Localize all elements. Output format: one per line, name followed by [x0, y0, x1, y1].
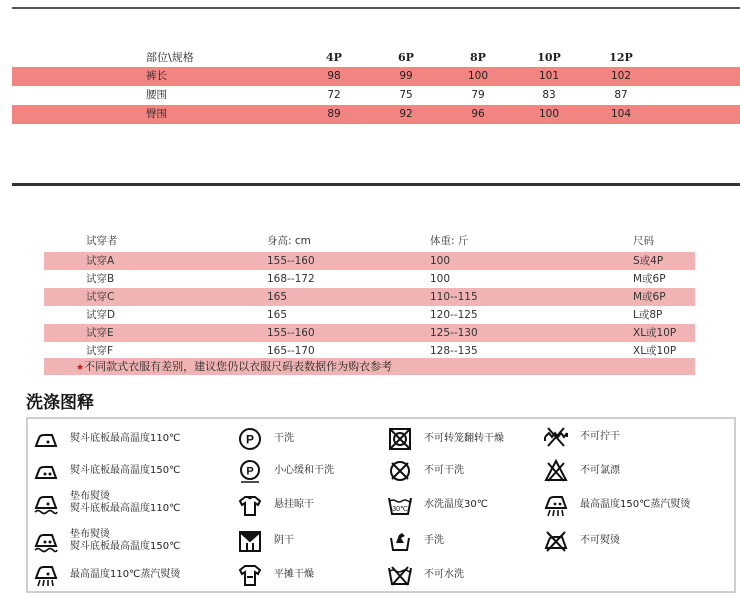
header-cell: 部位\规格 [146, 51, 194, 64]
fit-table [44, 232, 695, 360]
table-cell: 102 [610, 70, 632, 82]
table-cell: 101 [538, 70, 560, 82]
size-table-header [12, 48, 740, 67]
wash-item [544, 459, 620, 483]
wash-item [238, 459, 334, 483]
note-text: 不同款式衣服有差别，建议您仍以衣服尺码表数据作为购衣参考 [84, 360, 393, 373]
wash-label: 不可拧干 [580, 431, 620, 442]
table-cell: 83 [542, 89, 556, 101]
table-cell: 155--160 [267, 327, 315, 339]
wash-item [238, 427, 294, 451]
table-cell: 165 [267, 291, 288, 303]
hand-wash-icon [388, 529, 412, 553]
header-cell: 尺码 [633, 235, 654, 247]
table-cell: 试穿A [86, 255, 115, 267]
wash-label: 不可水洗 [424, 569, 464, 580]
wash-item [34, 491, 180, 515]
table-cell: 89 [327, 108, 341, 120]
table-cell: 155--160 [267, 255, 315, 267]
table-cell: L或8P [633, 309, 663, 321]
wash-label: 最高温度150℃蒸汽熨烫 [580, 499, 691, 510]
table-cell: 100 [430, 273, 451, 285]
table-cell: 试穿E [86, 327, 114, 339]
wash-label: 干洗 [274, 433, 294, 444]
fit-table-header [44, 232, 695, 252]
table-cell: 79 [471, 89, 485, 101]
table-cell: 75 [399, 89, 413, 101]
table-row [44, 252, 695, 270]
wash-item [34, 529, 180, 553]
wash-temp-mark: 30℃ [392, 506, 408, 513]
table-cell: 试穿C [86, 291, 115, 303]
table-row [44, 324, 695, 342]
wash-symbols-panel [26, 417, 736, 593]
table-cell: 165 [267, 309, 288, 321]
table-cell: 100 [467, 70, 489, 82]
wash-item [238, 563, 314, 587]
shade-dry-icon [238, 529, 262, 553]
svg-text:P: P [245, 432, 255, 447]
header-cell: 4P [326, 51, 342, 64]
svg-text:P: P [246, 465, 254, 478]
wash-label: 垫布熨烫 熨斗底板最高温度150℃ [70, 529, 181, 552]
wash-label: 不可熨烫 [580, 535, 620, 546]
header-cell: 6P [398, 51, 414, 64]
wash-item [238, 493, 314, 517]
table-cell: 72 [327, 89, 341, 101]
table-cell: 87 [614, 89, 628, 101]
header-cell: 体重: 斤 [430, 235, 469, 247]
iron-steam-icon [34, 563, 58, 587]
table-row [44, 270, 695, 288]
wash-label: 不可干洗 [424, 465, 464, 476]
wash-label: 水洗温度30℃ [424, 499, 488, 510]
wash-label: 悬挂晾干 [274, 499, 314, 510]
header-cell: 10P [537, 51, 561, 64]
table-row [44, 288, 695, 306]
iron-steam-150-icon [544, 493, 568, 517]
wash-label: 垫布熨烫 熨斗底板最高温度110℃ [70, 491, 181, 514]
wash-label: 小心缓和干洗 [274, 465, 334, 476]
table-cell: 125--130 [430, 327, 478, 339]
flat-dry-icon [238, 563, 262, 587]
wash-item [544, 529, 620, 553]
wash-item [544, 493, 690, 517]
no-iron-icon [544, 529, 568, 553]
wash-item [34, 563, 180, 587]
row-label: 腰围 [146, 89, 167, 101]
wash-label: 熨斗底板最高温度110℃ [70, 433, 181, 444]
gentle-dry-clean-p-icon [238, 459, 262, 483]
wash-label: 不可氯漂 [580, 465, 620, 476]
row-label: 臀围 [146, 108, 167, 120]
table-cell: 104 [610, 108, 632, 120]
wash-item [34, 427, 180, 451]
wash-item [388, 563, 464, 587]
table-cell: 168--172 [267, 273, 315, 285]
table-cell: 120--125 [430, 309, 478, 321]
table-cell: M或6P [633, 291, 666, 303]
wash-item [388, 459, 464, 483]
table-cell: XL或10P [633, 327, 677, 339]
wash-label: 阴干 [274, 535, 294, 546]
size-note [44, 358, 695, 375]
table-cell: 128--135 [430, 345, 478, 357]
no-bleach-icon [544, 459, 568, 483]
table-row [12, 105, 740, 124]
section-divider [12, 183, 740, 186]
table-cell: 试穿F [86, 345, 114, 357]
table-cell: M或6P [633, 273, 666, 285]
no-wring-icon [544, 425, 568, 449]
no-wash-icon [388, 563, 412, 587]
iron-cloth-one-dot-icon [34, 491, 58, 515]
header-cell: 12P [609, 51, 633, 64]
header-cell: 8P [470, 51, 486, 64]
wash-label: 不可转笼翻转干燥 [424, 433, 504, 444]
table-cell: S或4P [633, 255, 664, 267]
size-table [12, 48, 740, 124]
no-dry-clean-icon [388, 459, 412, 483]
wash-item [388, 493, 488, 517]
table-cell: 试穿D [86, 309, 116, 321]
no-tumble-dry-icon [388, 427, 412, 451]
table-row [12, 86, 740, 105]
table-cell: 165--170 [267, 345, 315, 357]
table-cell: 96 [471, 108, 485, 120]
wash-label: 最高温度110℃蒸汽熨烫 [70, 569, 181, 580]
wash-30-icon [388, 493, 412, 517]
wash-label: 平摊干燥 [274, 569, 314, 580]
wash-item [238, 529, 294, 553]
top-divider [12, 7, 740, 9]
star-icon: ★ [76, 363, 85, 373]
wash-title: 洗涤图释 [26, 393, 94, 413]
table-cell: XL或10P [633, 345, 677, 357]
iron-two-dots-icon [34, 459, 58, 483]
wash-item [34, 459, 180, 483]
iron-cloth-two-dots-icon [34, 529, 58, 553]
wash-label: 熨斗底板最高温度150℃ [70, 465, 181, 476]
table-cell: 92 [399, 108, 413, 120]
wash-item [388, 427, 504, 451]
table-row [12, 67, 740, 86]
hang-dry-icon [238, 493, 262, 517]
header-cell: 试穿者 [86, 235, 118, 247]
table-cell: 99 [399, 70, 413, 82]
wash-item [388, 529, 444, 553]
table-cell: 100 [430, 255, 451, 267]
wash-item [544, 425, 620, 449]
table-cell: 110--115 [430, 291, 478, 303]
table-cell: 98 [327, 70, 341, 82]
dry-clean-p-icon [238, 427, 262, 451]
table-cell: 100 [538, 108, 560, 120]
iron-one-dot-icon [34, 427, 58, 451]
row-label: 裤长 [146, 70, 167, 82]
table-cell: 试穿B [86, 273, 115, 285]
table-row [44, 306, 695, 324]
header-cell: 身高: cm [267, 235, 311, 247]
wash-label: 手洗 [424, 535, 444, 546]
